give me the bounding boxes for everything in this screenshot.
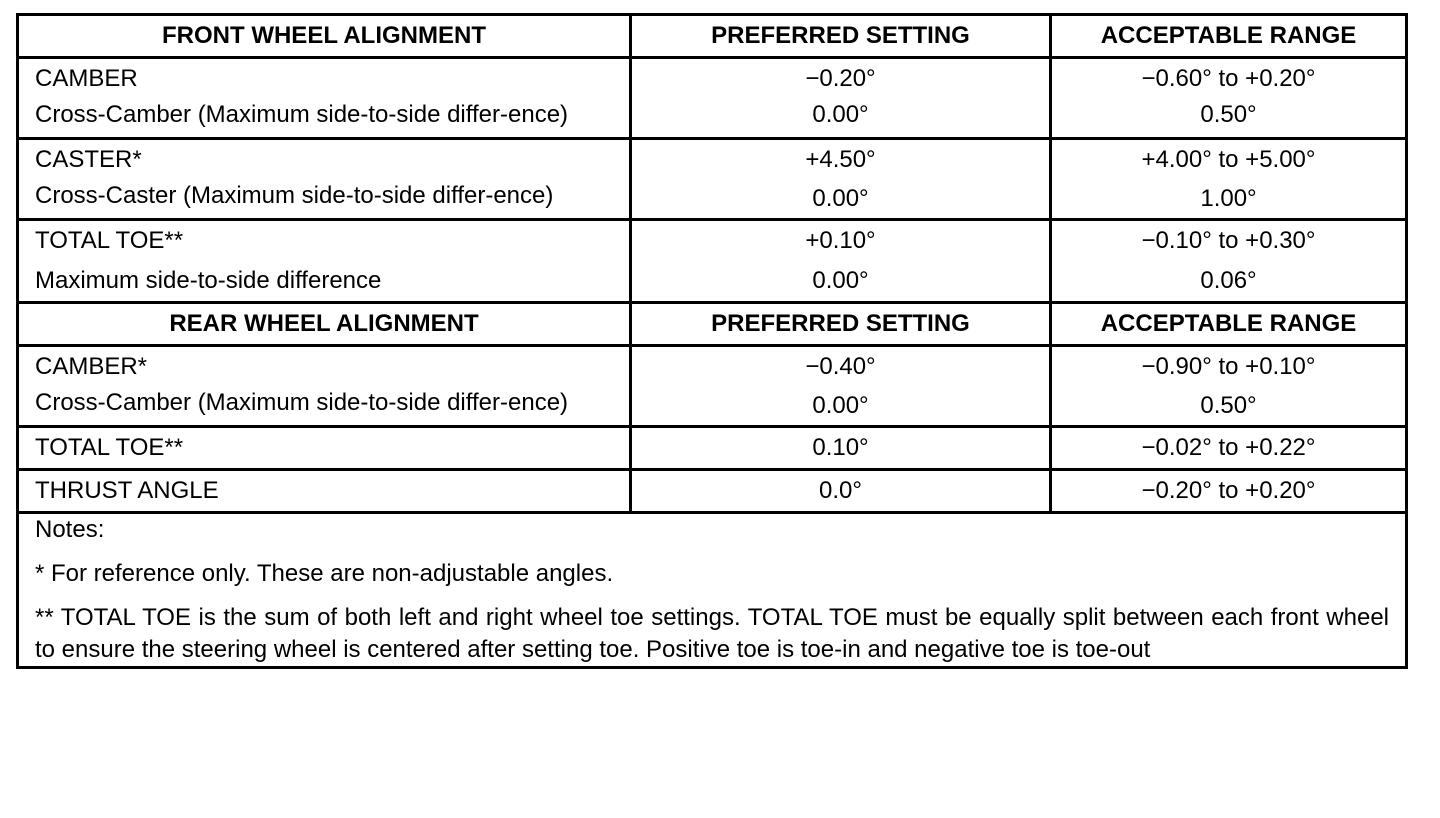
spec-label: TOTAL TOE** [35, 227, 184, 254]
front-header-row [18, 15, 1407, 58]
spec-label: TOTAL TOE** [18, 427, 631, 470]
spec-label: THRUST ANGLE [18, 470, 631, 513]
acceptable-range: 1.00° [1051, 180, 1407, 220]
notes-cell [18, 513, 1407, 668]
acceptable-range: 0.50° [1051, 387, 1407, 427]
spec-row [18, 387, 1407, 427]
column-header: PREFERRED SETTING [631, 15, 1051, 58]
note-item: ** TOTAL TOE is the sum of both left and right wheel toe settings. TOTAL TOE must be equally split between each front wheel to ensure the steering wheel is centered after setting toe. Positive toe is toe-in and negative toe is toe-out [35, 604, 1389, 663]
spec-row [18, 261, 1407, 303]
preferred-value: −0.20° [631, 58, 1051, 100]
preferred-value: 0.00° [631, 180, 1051, 220]
preferred-value: 0.00° [631, 99, 1051, 139]
notes-section [18, 513, 1407, 668]
acceptable-range: −0.90° to +0.10° [1051, 346, 1407, 388]
spec-row [18, 139, 1407, 181]
notes-title: Notes: [35, 516, 105, 543]
acceptable-range: 0.50° [1051, 99, 1407, 139]
spec-row [18, 58, 1407, 100]
preferred-value: 0.00° [631, 261, 1051, 303]
acceptable-range: −0.10° to +0.30° [1051, 220, 1407, 262]
preferred-value: +4.50° [631, 139, 1051, 181]
spec-label: CAMBER* [35, 353, 148, 380]
column-header: ACCEPTABLE RANGE [1051, 303, 1407, 346]
spec-label: Cross-Camber (Maximum side-to-side differ-ence) [18, 387, 631, 427]
spec-row [18, 220, 1407, 262]
spec-row [18, 427, 1407, 470]
preferred-value: 0.0° [631, 470, 1051, 513]
spec-row [18, 99, 1407, 139]
spec-label: CASTER* [35, 146, 142, 173]
spec-label: CAMBER [35, 65, 138, 92]
preferred-value: +0.10° [631, 220, 1051, 262]
rear-header-row [18, 303, 1407, 346]
preferred-value: 0.10° [631, 427, 1051, 470]
column-header: ACCEPTABLE RANGE [1051, 15, 1407, 58]
spec-row [18, 470, 1407, 513]
spec-label: Cross-Caster (Maximum side-to-side differ-ence) [18, 180, 631, 220]
column-header: PREFERRED SETTING [631, 303, 1051, 346]
acceptable-range: −0.20° to +0.20° [1051, 470, 1407, 513]
spec-label: Maximum side-to-side difference [18, 261, 631, 303]
preferred-value: 0.00° [631, 387, 1051, 427]
notes-row [18, 513, 1407, 668]
wheel-alignment-spec-table [16, 13, 1408, 669]
column-header: FRONT WHEEL ALIGNMENT [18, 15, 631, 58]
spec-row [18, 346, 1407, 388]
acceptable-range: 0.06° [1051, 261, 1407, 303]
front-section [18, 15, 1407, 303]
spec-label: Cross-Camber (Maximum side-to-side differ-ence) [18, 99, 631, 139]
column-header: REAR WHEEL ALIGNMENT [18, 303, 631, 346]
acceptable-range: −0.02° to +0.22° [1051, 427, 1407, 470]
acceptable-range: −0.60° to +0.20° [1051, 58, 1407, 100]
spec-row [18, 180, 1407, 220]
rear-section [18, 303, 1407, 513]
preferred-value: −0.40° [631, 346, 1051, 388]
acceptable-range: +4.00° to +5.00° [1051, 139, 1407, 181]
note-item: * For reference only. These are non-adjustable angles. [35, 560, 614, 587]
